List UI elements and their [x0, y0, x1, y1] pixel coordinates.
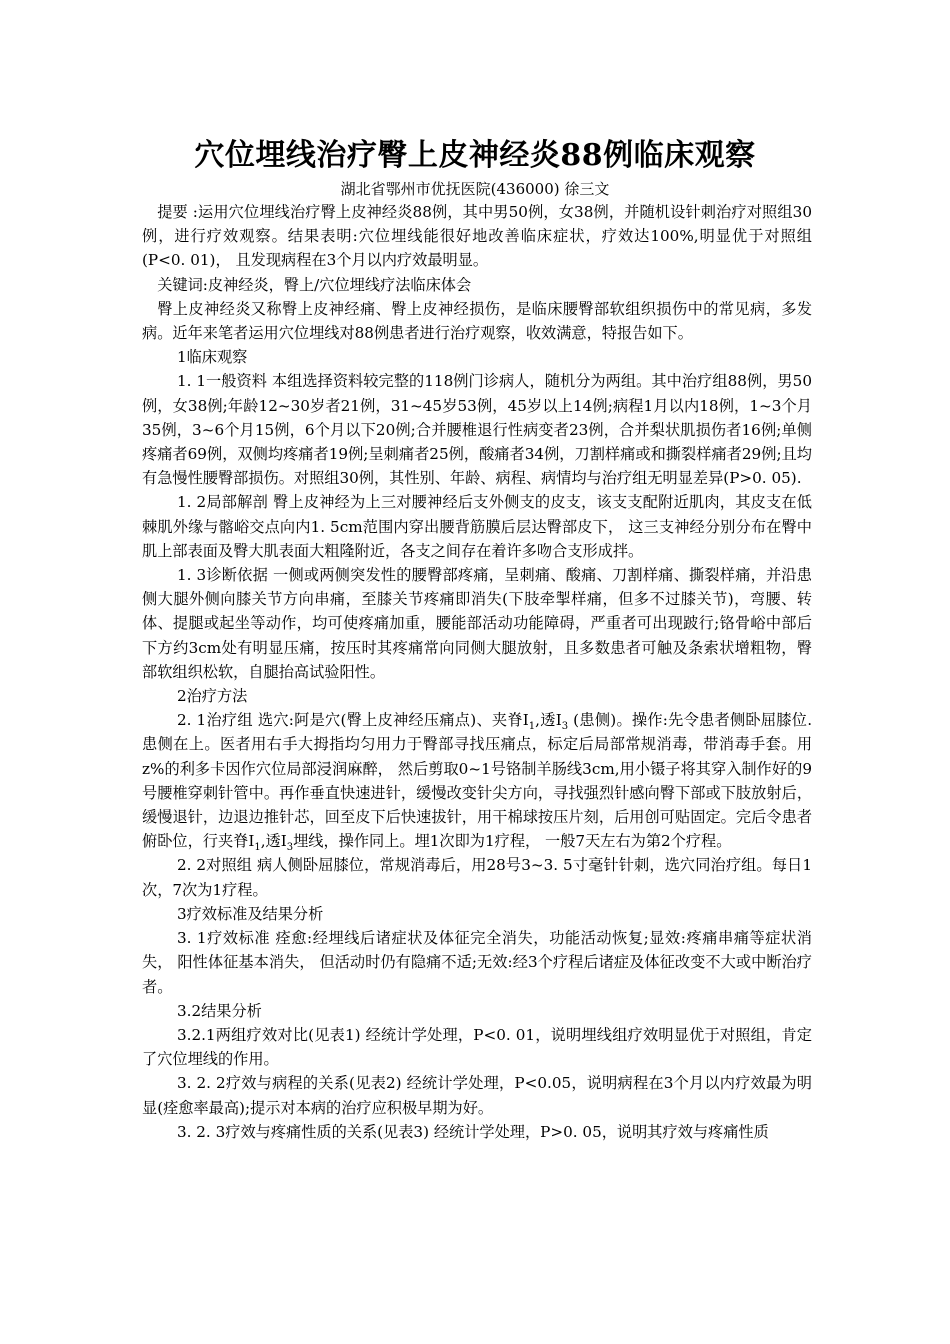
author-affiliation: 湖北省鄂州市优抚医院(436000) 徐三文 [340, 180, 610, 198]
section-1-2: 1. 2局部解剖 臀上皮神经为上三对腰神经后支外侧支的皮支，该支支配附近肌肉，其皮支在低棘肌外缘与髂峪交点向内1. 5cm范围内穿出腰背筋膜后层达臀部皮下， 这三支神经分别分布在臀中肌上部表面及臀大肌表面大粗隆附近，各支之间存在着许多吻合支形成拌。 [142, 493, 812, 560]
section-1-1: 1. 1一般资料 本组选择资料较完整的118例门诊病人，随机分为两组。其中治疗组88例，男50例，女38例;年龄12~30岁者21例，31~45岁53例，45岁以上14例;病程1月以内18例，1~3个月35例，3~6个月15例，6个月以下20例;合并腰椎退行性病变者23例，合并梨状肌损伤者16例;单侧疼痛者69例，双侧均疼痛者19例;呈刺痛者25例，酸痛者34例，刀割样痛或和撕裂样痛者29例;且均有急慢性腰臀部损伤。对照组30例，其性别、年龄、病程、病情均与治疗组无明显差异(P>0. 05). [142, 372, 812, 488]
section-heading-3: 3疗效标准及结果分析 [176, 904, 324, 923]
keywords: 关键词:皮神经炎，臀上/穴位埋线疗法临床体会 [157, 275, 472, 294]
section-3-2-2: 3. 2. 2疗效与病程的关系(见表2) 经统计学处理，P<0.05，说明病程在3个月以内疗效最为明显(痊愈率最高);提示对本病的治疗应积极早期为好。 [142, 1074, 812, 1117]
intro-paragraph: 臀上皮神经炎又称臀上皮神经痛、臀上皮神经损伤，是临床腰臀部软组织损伤中的常见病，多发病。近年来笔者运用穴位埋线对88例患者进行治疗观察，收效满意，特报告如下。 [142, 299, 812, 343]
section-3-2: 3.2结果分析 [176, 1001, 262, 1020]
section-heading-1: 1临床观察 [176, 348, 248, 367]
section-3-2-3: 3. 2. 3疗效与疼痛性质的关系(见表3) 经统计学处理，P>0. 05，说明其疗效与疼痛性质 [176, 1122, 769, 1141]
paper-title: 穴位埋线治疗臀上皮神经炎88例临床观察 [194, 138, 756, 173]
section-3-2-1: 3.2.1两组疗效对比(见表1) 经统计学处理，P<0. 01，说明埋线组疗效明显优于对照组，肯定了穴位埋线的作用。 [142, 1025, 812, 1069]
section-2-1: 2. 1治疗组 选穴:阿是穴(臀上皮神经压痛点)、夹脊$I_1$,透$I_3$ (患侧)。操作:先令患者侧卧屈膝位.患侧在上。医者用右手大拇指均匀用力于臀部寻找压痛点，标定后局部常规消毒，带消毒手套。用z%的利多卡因作穴位局部浸润麻醉， 然后剪取0~1号铬制羊肠线3cm,用小镊子将其穿入制作好的9号腰椎穿刺针管中。再作垂直快速进针，缓慢改变针尖方向，寻找强烈针感向臀下部或下肢放射后，缓慢退针，边退边推针芯，回至皮下后快速拔针，用干棉球按压片刻，后用创可贴固定。完后令患者俯卧位，行夹脊$I_1$,透$I_3$埋线，操作同上。埋1次即为1疗程， 一般7天左右为第2个疗程。 [142, 711, 813, 854]
section-1-3: 1. 3诊断依据 一侧或两侧突发性的腰臀部疼痛，呈刺痛、酸痛、刀割样痛、撕裂样痛，并沿患侧大腿外侧向膝关节方向串痛，至膝关节疼痛即消失(下肢牵掣样痛，但多不过膝关节)，弯腰、转体、提腿或起坐等动作，均可使疼痛加重，腰能部活动功能障碍，严重者可出现跛行;铬骨峪中部后下方约3cm处有明显压痛，按压时其疼痛常向同侧大腿放射，且多数患者可触及条索状增粗物，臀部软组织松软，自腿抬高试验阳性。 [142, 566, 812, 681]
section-heading-2: 2治疗方法 [176, 687, 248, 706]
section-3-1: 3. 1疗效标准 痊愈:经埋线后诸症状及体征完全消失，功能活动恢复;显效:疼痛串痛等症状消失， 阳性体征基本消失， 但活动时仍有隐痛不适;无效:经3个疗程后诸症及体征改变不大或中断治疗者。 [142, 929, 812, 996]
section-2-2: 2. 2对照组 病人侧卧屈膝位，常规消毒后，用28号3~3. 5寸毫针针刺，选穴同治疗组。每日1次，7次为1疗程。 [142, 856, 812, 899]
abstract: 提要 :运用穴位埋线治疗臀上皮神经炎88例，其中男50例，女38例，并随机设针刺治疗对照组30例，进行疗效观察。结果表明:穴位埋线能很好地改善临床症状，疗效达100%,明显优于对照组(P<0. 01)， 且发现病程在3个月以内疗效最明显。 [142, 203, 812, 270]
paper-body [142, 200, 812, 1144]
